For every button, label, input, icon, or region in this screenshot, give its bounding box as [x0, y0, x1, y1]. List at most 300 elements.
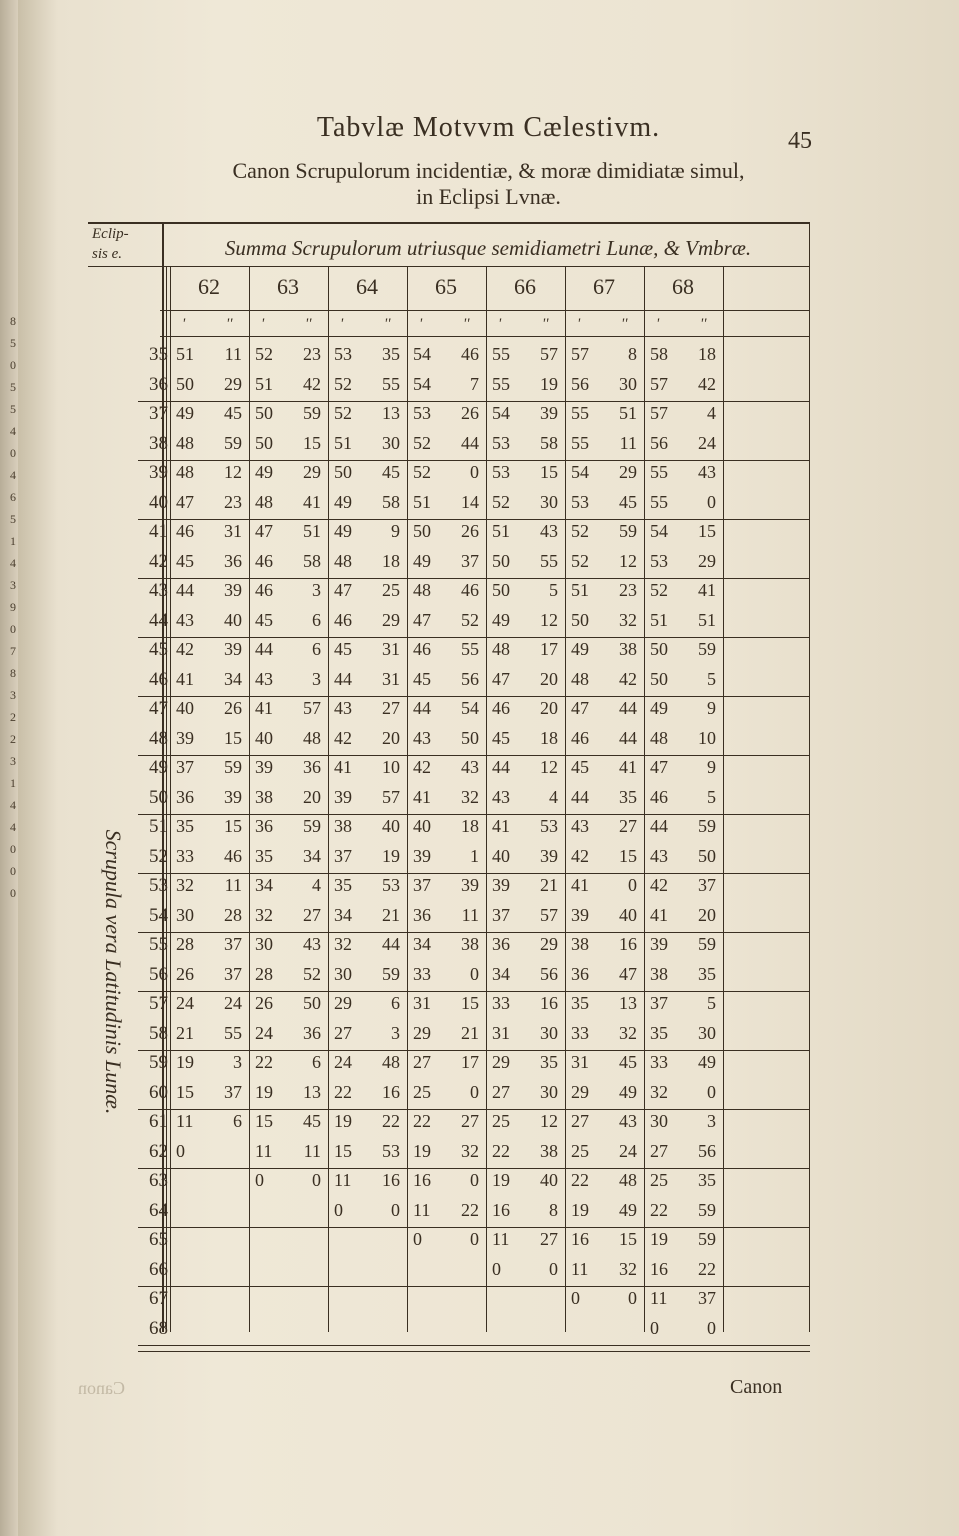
cell-seconds: 5 — [549, 580, 558, 600]
edge-number: 9 — [10, 600, 16, 614]
latitude-row-label: 56 — [149, 963, 168, 985]
cell-minutes: 43 — [650, 845, 668, 866]
cell-seconds: 29 — [698, 550, 716, 571]
cell-seconds: 7 — [470, 373, 479, 394]
cell-seconds: 59 — [698, 934, 716, 954]
cell-seconds: 35 — [382, 344, 400, 364]
cell-seconds: 20 — [540, 698, 558, 718]
cell-seconds: 53 — [540, 816, 558, 836]
cell-seconds: 6 — [312, 609, 321, 630]
table-cell — [170, 492, 248, 520]
cell-minutes: 22 — [492, 1140, 510, 1161]
cell-minutes: 41 — [492, 816, 510, 836]
table-cell — [486, 964, 564, 992]
cell-minutes: 41 — [334, 757, 352, 777]
cell-minutes: 37 — [650, 993, 668, 1013]
edge-number: 2 — [10, 732, 16, 746]
edge-number: 5 — [10, 380, 16, 394]
table-cell — [249, 1082, 327, 1110]
cell-minutes: 52 — [334, 403, 352, 423]
cell-seconds: 37 — [698, 875, 716, 895]
cell-seconds: 43 — [461, 757, 479, 777]
cell-seconds: 20 — [382, 727, 400, 748]
cell-seconds: 35 — [540, 1052, 558, 1072]
cell-minutes: 45 — [334, 639, 352, 659]
table-cell — [407, 521, 485, 549]
cell-seconds: 54 — [461, 698, 479, 718]
cell-seconds: 37 — [461, 550, 479, 571]
cell-seconds: 52 — [303, 963, 321, 984]
cell-seconds: 39 — [224, 580, 242, 600]
cell-seconds: 27 — [619, 816, 637, 836]
cell-minutes: 0 — [176, 1140, 185, 1161]
cell-seconds: 0 — [707, 1317, 716, 1338]
table-cell — [644, 1200, 722, 1228]
edge-number: 1 — [10, 534, 16, 548]
table-cell — [328, 521, 406, 549]
cell-seconds: 44 — [619, 727, 637, 748]
column-head-rule — [160, 310, 810, 311]
table-cell — [170, 433, 248, 461]
table-cell — [328, 551, 406, 579]
cell-minutes: 33 — [176, 845, 194, 866]
cell-minutes: 35 — [650, 1022, 668, 1043]
cell-seconds: 41 — [698, 580, 716, 600]
cell-minutes: 46 — [492, 698, 510, 718]
cell-seconds: 48 — [382, 1052, 400, 1072]
cell-minutes: 34 — [413, 934, 431, 954]
latitude-row-label: 40 — [149, 491, 168, 513]
table-cell — [486, 1111, 564, 1139]
cell-minutes: 44 — [650, 816, 668, 836]
cell-seconds: 29 — [224, 373, 242, 394]
cell-seconds: 26 — [461, 403, 479, 423]
table-cell — [328, 1023, 406, 1051]
cell-seconds: 39 — [540, 845, 558, 866]
second-mark: '' — [305, 316, 312, 332]
cell-seconds: 49 — [698, 1052, 716, 1072]
cell-seconds: 40 — [540, 1170, 558, 1190]
cell-seconds: 30 — [698, 1022, 716, 1043]
column-head: 66 — [514, 274, 536, 299]
cell-seconds: 55 — [461, 639, 479, 659]
cell-seconds: 22 — [698, 1258, 716, 1279]
cell-minutes: 11 — [176, 1111, 194, 1131]
cell-seconds: 56 — [698, 1140, 716, 1161]
cell-minutes: 37 — [492, 904, 510, 925]
edge-number: 4 — [10, 798, 16, 812]
table-cell — [249, 492, 327, 520]
cell-seconds: 15 — [698, 521, 716, 541]
cell-minutes: 44 — [413, 698, 431, 718]
minute-mark: ' — [498, 316, 502, 332]
table-cell — [644, 462, 722, 490]
table-cell — [328, 580, 406, 608]
cell-minutes: 51 — [650, 609, 668, 630]
table-cell — [328, 1111, 406, 1139]
table-cell — [170, 1082, 248, 1110]
cell-minutes: 48 — [413, 580, 431, 600]
cell-minutes: 54 — [650, 521, 668, 541]
table-cell — [486, 698, 564, 726]
table-cell — [249, 993, 327, 1021]
cell-seconds: 6 — [391, 993, 400, 1013]
table-cell — [328, 669, 406, 697]
table-cell — [407, 1200, 485, 1228]
cell-seconds: 4 — [549, 786, 558, 807]
latitude-row-label: 60 — [149, 1081, 168, 1103]
table-cell — [170, 993, 248, 1021]
column-head: 62 — [198, 274, 220, 299]
latitude-row-label: 36 — [149, 373, 168, 395]
table-cell — [328, 433, 406, 461]
cell-seconds: 24 — [619, 1140, 637, 1161]
cell-minutes: 19 — [571, 1199, 589, 1220]
cell-seconds: 0 — [470, 1170, 479, 1190]
latitude-row-label: 64 — [149, 1199, 168, 1221]
minute-mark: ' — [577, 316, 581, 332]
table-cell — [249, 521, 327, 549]
cell-minutes: 41 — [650, 904, 668, 925]
cell-seconds: 6 — [312, 639, 321, 659]
cell-minutes: 36 — [176, 786, 194, 807]
table-cell — [249, 403, 327, 431]
cell-minutes: 11 — [492, 1229, 510, 1249]
table-cell — [407, 374, 485, 402]
cell-minutes: 55 — [492, 373, 510, 394]
cell-minutes: 48 — [176, 432, 194, 453]
cell-seconds: 30 — [619, 373, 637, 394]
cell-minutes: 40 — [255, 727, 273, 748]
cell-minutes: 50 — [571, 609, 589, 630]
table-cell — [565, 1170, 643, 1198]
cell-minutes: 51 — [492, 521, 510, 541]
cell-minutes: 46 — [255, 580, 273, 600]
cell-seconds: 43 — [698, 462, 716, 482]
cell-minutes: 30 — [650, 1111, 668, 1131]
cell-minutes: 15 — [334, 1140, 352, 1161]
table-cell — [486, 1229, 564, 1257]
minute-mark: ' — [340, 316, 344, 332]
table-cell — [565, 374, 643, 402]
cell-minutes: 43 — [571, 816, 589, 836]
cell-minutes: 48 — [255, 491, 273, 512]
table-title-line-1: Canon Scrupulorum incidentiæ, & moræ dimidiatæ simul, — [232, 158, 745, 183]
latitude-row-label: 37 — [149, 403, 168, 424]
catchword: Canon — [730, 1376, 783, 1398]
cell-minutes: 0 — [650, 1317, 659, 1338]
cell-seconds: 51 — [698, 609, 716, 630]
cell-minutes: 48 — [334, 550, 352, 571]
cell-minutes: 30 — [255, 934, 273, 954]
cell-seconds: 17 — [461, 1052, 479, 1072]
latitude-row-label: 58 — [149, 1022, 168, 1044]
cell-seconds: 58 — [303, 550, 321, 571]
table-cell — [565, 610, 643, 638]
cell-seconds: 59 — [303, 403, 321, 423]
cell-minutes: 19 — [413, 1140, 431, 1161]
cell-seconds: 57 — [540, 904, 558, 925]
cell-seconds: 32 — [619, 1258, 637, 1279]
cell-seconds: 0 — [707, 491, 716, 512]
table-cell — [486, 728, 564, 756]
cell-minutes: 54 — [413, 373, 431, 394]
table-cell — [486, 875, 564, 903]
cell-seconds: 39 — [224, 639, 242, 659]
cell-seconds: 21 — [382, 904, 400, 925]
cell-seconds: 48 — [303, 727, 321, 748]
cell-seconds: 12 — [224, 462, 242, 482]
table-cell — [407, 669, 485, 697]
edge-number: 5 — [10, 402, 16, 416]
cell-minutes: 48 — [650, 727, 668, 748]
cell-minutes: 31 — [413, 993, 431, 1013]
table-cell — [644, 344, 722, 372]
cell-seconds: 24 — [698, 432, 716, 453]
table-cell — [486, 816, 564, 844]
cell-minutes: 11 — [413, 1199, 431, 1220]
cell-minutes: 32 — [176, 875, 194, 895]
cell-minutes: 43 — [413, 727, 431, 748]
table-cell — [407, 728, 485, 756]
table-cell — [328, 816, 406, 844]
cell-minutes: 35 — [334, 875, 352, 895]
cell-minutes: 49 — [492, 609, 510, 630]
table-cell — [486, 846, 564, 874]
cell-minutes: 41 — [176, 668, 194, 689]
table-cell — [644, 1229, 722, 1257]
cell-seconds: 59 — [698, 639, 716, 659]
cell-seconds: 36 — [303, 757, 321, 777]
minute-mark: ' — [656, 316, 660, 332]
table-cell — [565, 521, 643, 549]
latitude-row-label: 63 — [149, 1170, 168, 1191]
cell-minutes: 35 — [255, 845, 273, 866]
table-cell — [486, 462, 564, 490]
cell-minutes: 50 — [255, 403, 273, 423]
second-mark: '' — [463, 316, 470, 332]
cell-minutes: 45 — [413, 668, 431, 689]
cell-minutes: 24 — [255, 1022, 273, 1043]
table-cell — [407, 1111, 485, 1139]
cell-minutes: 21 — [176, 1022, 194, 1043]
cell-seconds: 37 — [224, 1081, 242, 1102]
cell-minutes: 47 — [492, 668, 510, 689]
latitude-row-label: 52 — [149, 845, 168, 867]
table-cell — [486, 1082, 564, 1110]
column-rule — [723, 266, 724, 1332]
previous-page-edge — [0, 0, 19, 1536]
cell-minutes: 46 — [176, 521, 194, 541]
cell-seconds: 21 — [461, 1022, 479, 1043]
table-cell — [565, 1111, 643, 1139]
cell-minutes: 52 — [413, 432, 431, 453]
cell-seconds: 29 — [382, 609, 400, 630]
cell-minutes: 54 — [492, 403, 510, 423]
table-cell — [328, 492, 406, 520]
header-rule — [88, 266, 810, 267]
cell-minutes: 57 — [571, 344, 589, 364]
table-cell — [565, 934, 643, 962]
table-cell — [328, 728, 406, 756]
table-cell — [644, 1288, 722, 1316]
cell-seconds: 0 — [628, 875, 637, 895]
table-cell — [170, 787, 248, 815]
cell-seconds: 0 — [312, 1170, 321, 1190]
table-cell — [565, 551, 643, 579]
table-cell — [328, 610, 406, 638]
cell-minutes: 52 — [334, 373, 352, 394]
cell-seconds: 37 — [224, 934, 242, 954]
cell-minutes: 27 — [334, 1022, 352, 1043]
cell-minutes: 11 — [650, 1288, 668, 1308]
table-cell — [328, 639, 406, 667]
table-cell — [486, 610, 564, 638]
latitude-row-label: 44 — [149, 609, 168, 631]
table-cell — [644, 757, 722, 785]
eclipsis-label-line-2: sis e. — [92, 246, 122, 262]
cell-minutes: 57 — [650, 403, 668, 423]
table-cell — [407, 757, 485, 785]
table-cell — [249, 1170, 327, 1198]
cell-seconds: 11 — [461, 904, 479, 925]
table-top-rule — [88, 222, 810, 224]
table-cell — [407, 639, 485, 667]
cell-minutes: 50 — [413, 521, 431, 541]
cell-minutes: 39 — [255, 757, 273, 777]
table-cell — [565, 905, 643, 933]
cell-minutes: 28 — [176, 934, 194, 954]
cell-seconds: 23 — [224, 491, 242, 512]
cell-seconds: 59 — [698, 816, 716, 836]
edge-number: 0 — [10, 622, 16, 636]
table-cell — [565, 875, 643, 903]
table-cell — [249, 639, 327, 667]
table-cell — [644, 934, 722, 962]
cell-seconds: 51 — [303, 521, 321, 541]
cell-minutes: 46 — [571, 727, 589, 748]
cell-minutes: 49 — [334, 491, 352, 512]
cell-minutes: 32 — [255, 904, 273, 925]
table-cell — [407, 344, 485, 372]
cell-minutes: 22 — [255, 1052, 273, 1072]
table-cell — [565, 757, 643, 785]
table-cell — [249, 374, 327, 402]
cell-seconds: 27 — [303, 904, 321, 925]
cell-seconds: 36 — [303, 1022, 321, 1043]
cell-seconds: 0 — [470, 1081, 479, 1102]
cell-minutes: 42 — [176, 639, 194, 659]
latitude-row-label: 57 — [149, 993, 168, 1014]
summa-label: Summa Scrupulorum utriusque semidiametri Lunæ, & Vmbræ. — [224, 236, 752, 260]
cell-minutes: 35 — [176, 816, 194, 836]
table-cell — [328, 1052, 406, 1080]
latitude-row-label: 49 — [149, 757, 168, 778]
cell-minutes: 54 — [413, 344, 431, 364]
cell-seconds: 59 — [382, 963, 400, 984]
cell-seconds: 25 — [382, 580, 400, 600]
cell-minutes: 19 — [334, 1111, 352, 1131]
cell-minutes: 50 — [492, 580, 510, 600]
edge-number: 6 — [10, 490, 16, 504]
table-cell — [644, 993, 722, 1021]
cell-minutes: 43 — [492, 786, 510, 807]
cell-minutes: 11 — [571, 1258, 589, 1279]
cell-minutes: 47 — [413, 609, 431, 630]
cell-seconds: 0 — [549, 1258, 558, 1279]
cell-seconds: 4 — [312, 875, 321, 895]
table-cell — [170, 816, 248, 844]
cell-seconds: 36 — [224, 550, 242, 571]
cell-minutes: 29 — [492, 1052, 510, 1072]
table-cell — [644, 374, 722, 402]
cell-minutes: 48 — [176, 462, 194, 482]
cell-minutes: 51 — [413, 491, 431, 512]
cell-seconds: 5 — [707, 668, 716, 689]
cell-seconds: 32 — [619, 1022, 637, 1043]
table-cell — [249, 757, 327, 785]
table-cell — [407, 1170, 485, 1198]
cell-minutes: 53 — [650, 550, 668, 571]
cell-minutes: 52 — [413, 462, 431, 482]
cell-seconds: 19 — [540, 373, 558, 394]
cell-seconds: 38 — [540, 1140, 558, 1161]
table-bottom-rule — [138, 1351, 810, 1352]
cell-seconds: 48 — [619, 1170, 637, 1190]
cell-seconds: 34 — [224, 668, 242, 689]
cell-seconds: 41 — [619, 757, 637, 777]
cell-minutes: 49 — [571, 639, 589, 659]
cell-seconds: 9 — [707, 698, 716, 718]
table-cell — [249, 1141, 327, 1169]
cell-minutes: 49 — [176, 403, 194, 423]
table-cell — [486, 639, 564, 667]
cell-seconds: 45 — [224, 403, 242, 423]
cell-seconds: 57 — [303, 698, 321, 718]
cell-seconds: 16 — [540, 993, 558, 1013]
cell-seconds: 3 — [233, 1052, 242, 1072]
cell-seconds: 9 — [391, 521, 400, 541]
table-cell — [170, 934, 248, 962]
cell-seconds: 13 — [382, 403, 400, 423]
table-cell — [249, 433, 327, 461]
cell-minutes: 50 — [255, 432, 273, 453]
table-cell — [644, 1111, 722, 1139]
cell-seconds: 35 — [698, 1170, 716, 1190]
cell-minutes: 44 — [255, 639, 273, 659]
page-number: 45 — [788, 128, 812, 154]
cell-seconds: 43 — [540, 521, 558, 541]
cell-seconds: 44 — [461, 432, 479, 453]
cell-minutes: 36 — [571, 963, 589, 984]
table-cell — [486, 344, 564, 372]
cell-seconds: 31 — [224, 521, 242, 541]
latitude-row-label: 45 — [149, 639, 168, 660]
cell-minutes: 40 — [492, 845, 510, 866]
cell-minutes: 52 — [650, 580, 668, 600]
cell-seconds: 32 — [619, 609, 637, 630]
cell-seconds: 6 — [233, 1111, 242, 1131]
cell-seconds: 44 — [382, 934, 400, 954]
cell-minutes: 38 — [334, 816, 352, 836]
cell-minutes: 53 — [492, 432, 510, 453]
cell-seconds: 13 — [303, 1081, 321, 1102]
cell-minutes: 46 — [413, 639, 431, 659]
cell-minutes: 40 — [413, 816, 431, 836]
table-cell — [565, 698, 643, 726]
edge-number: 0 — [10, 864, 16, 878]
table-cell — [644, 521, 722, 549]
